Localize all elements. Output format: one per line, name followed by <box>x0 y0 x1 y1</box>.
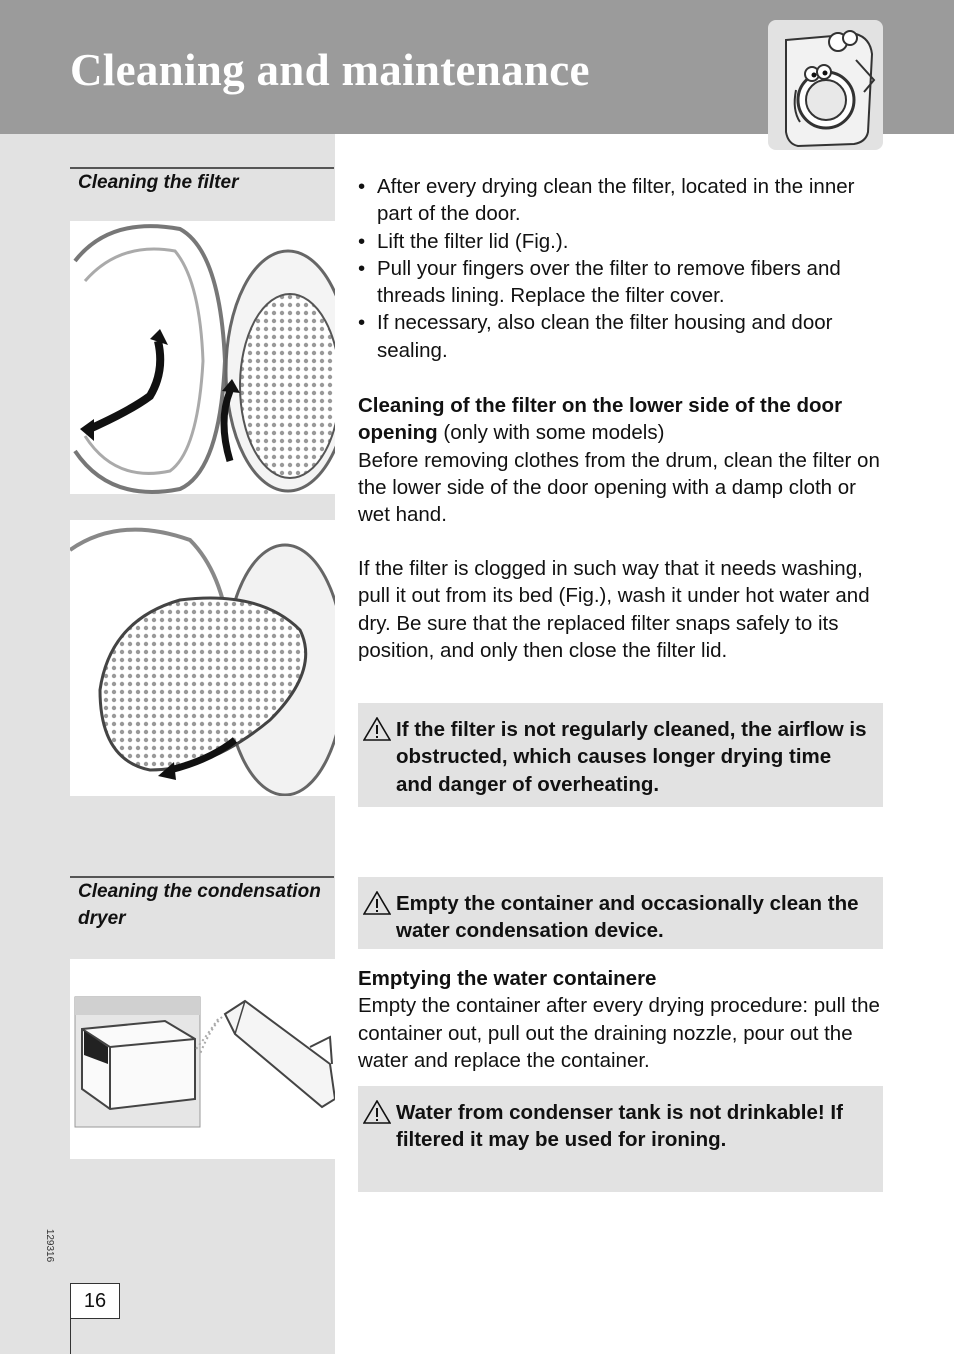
emptying-block <box>358 965 884 1074</box>
page-number-rule <box>70 1318 71 1354</box>
filter-warning-text: If the filter is not regularly cleaned, the airflow is obstructed, which causes longer drying time and danger of overheating. <box>396 718 867 796</box>
section-heading-condensation: Cleaning the condensation dryer <box>70 876 334 932</box>
filter-lid-figure <box>70 221 335 494</box>
mascot-logo <box>768 20 883 150</box>
warning-icon <box>363 891 391 915</box>
lower-filter-heading-note: (only with some models) <box>437 421 665 445</box>
bullet-item: • If necessary, also clean the filter housing and door sealing. <box>358 309 884 364</box>
lower-filter-block <box>358 392 884 528</box>
clogged-filter-text: If the filter is clogged in such way that it needs washing, pull it out from its bed (Fig.), wash it under hot water and dry. Be sure that the replaced filter snaps safely to its position, and only then close the filter lid. <box>358 557 870 662</box>
condensation-warning-text: Empty the container and occasionally clean the water condensation device. <box>396 892 859 943</box>
lower-filter-heading-bold: Cleaning of the filter on the lower side of the door opening <box>358 394 843 445</box>
bullet-item: • Lift the filter lid (Fig.). <box>358 228 884 255</box>
lower-filter-heading <box>358 392 884 447</box>
warning-icon <box>363 717 391 741</box>
bullet-item: • Pull your fingers over the filter to remove fibers and threads lining. Replace the filter cover. <box>358 255 884 310</box>
condensation-warning-box <box>358 877 883 949</box>
section-heading-filter: Cleaning the filter <box>70 167 334 196</box>
emptying-text: Empty the container after every drying procedure: pull the container out, pull out the draining nozzle, pour out the water and replace the container. <box>358 994 880 1072</box>
page-number: 16 <box>70 1283 120 1319</box>
warning-icon <box>363 1100 391 1124</box>
page-title: Cleaning and maintenance <box>70 45 590 95</box>
condensation-container-figure <box>70 959 335 1159</box>
filter-removal-figure <box>70 520 335 796</box>
filter-instructions <box>358 173 884 364</box>
bullet-item: • After every drying clean the filter, located in the inner part of the door. <box>358 173 884 228</box>
water-warning-text: Water from condenser tank is not drinkable! If filtered it may be used for ironing. <box>396 1101 843 1152</box>
lower-filter-text: Before removing clothes from the drum, clean the filter on the lower side of the door opening with a damp cloth or wet hand. <box>358 448 880 527</box>
water-warning-box <box>358 1086 883 1192</box>
document-code: 129316 <box>44 1228 56 1263</box>
filter-warning-box <box>358 703 883 807</box>
emptying-heading: Emptying the water containere <box>358 967 657 990</box>
